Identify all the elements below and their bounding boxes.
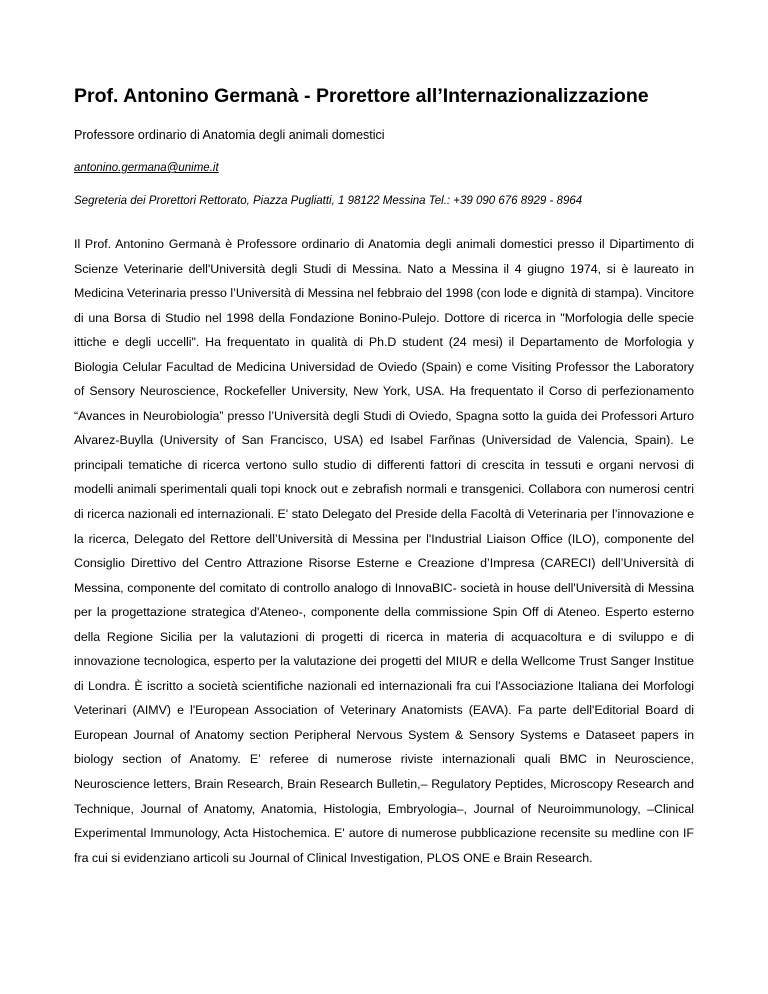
email-link[interactable]: antonino.germana@unime.it [74, 162, 219, 174]
document-page [74, 84, 694, 870]
office-address: Segreteria dei Prorettori Rettorato, Piazza Pugliatti, 1 98122 Messina Tel.: +39 090 676 8929 - 8964 [74, 195, 583, 207]
page-title: Prof. Antonino Germanà - Prorettore all’Internazionalizzazione [74, 85, 649, 107]
role-subtitle: Professore ordinario di Anatomia degli animali domestici [74, 128, 385, 142]
biography-paragraph: Il Prof. Antonino Germanà è Professore ordinario di Anatomia degli animali domestici presso il Dipartimento di Scienze Veterinarie dell'Università degli Studi di Messina. Nato a Messina il 4 giugno 1974, si è laureato in Medicina Veterinaria presso l’Università di Messina nel febbraio del 1998 (con lode e dignità di stampa). Vincitore di una Borsa di Studio nel 1998 della Fondazione Bonino-Pulejo. Dottore di ricerca in "Morfologia delle specie ittiche e degli uccelli". Ha frequentato in qualità di Ph.D student (24 mesi) il Departamento de Morfologia y Biologia Celular Facultad de Medicina Universidad de Oviedo (Spain) e come Visiting Professor the Laboratory of Sensory Neuroscience, Rockefeller University, New York, USA. Ha frequentato il Corso di perfezionamento “Avances in Neurobiologia” presso l’Università degli Studi di Oviedo, Spagna sotto la guida dei Professori Arturo Alvarez-Buylla (University of San Francisco, USA) ed Isabel Farñnas (Universidad de Valencia, Spain). Le principali tematiche di ricerca vertono sullo studio di differenti fattori di crescita in tessuti e organi nervosi di modelli animali sperimentali quali topi knock out e zebrafish normali e transgenici. Collabora con numerosi centri di ricerca nazionali ed internazionali. E' stato Delegato del Preside della Facoltà di Veterinaria per l’innovazione e la ricerca, Delegato del Rettore dell’Università di Messina per l'Industrial Liaison Office (ILO), componente del Consiglio Direttivo del Centro Attrazione Risorse Esterne e Creazione d’Impresa (CARECI) dell’Università di Messina, componente del comitato di controllo analogo di InnovaBIC- società in house dell'Università di Messina per la progettazione strategica d'Ateneo-, componente della commissione Spin Off di Ateneo. Esperto esterno della Regione Sicilia per la valutazioni di progetti di ricerca in materia di acquacoltura e di sviluppo e di innovazione tecnologica, esperto per la valutazione dei progetti del MIUR e della Wellcome Trust Sanger Institue di Londra. È iscritto a società scientifiche nazionali ed internazionali fra cui l'Associazione Italiana dei Morfologi Veterinari (AIMV) e l'European Association of Veterinary Anatomists (EAVA). Fa parte dell'Editorial Board di European Journal of Anatomy section Peripheral Nervous System & Sensory Systems e Dataseet papers in biology section of Anatomy. E’ referee di numerose riviste internazionali quali BMC in Neuroscience, Neuroscience letters, Brain Research, Brain Research Bulletin,– Regulatory Peptides, Microscopy Research and Technique, Journal of Anatomy, Anatomia, Histologia, Embryologia–, Journal of Neuroimmunology, –Clinical Experimental Immunology, Acta Histochemica. E' autore di numerose pubblicazione recensite su medline con IF fra cui si evidenziano articoli su Journal of Clinical Investigation, PLOS ONE e Brain Research. [74, 237, 694, 865]
